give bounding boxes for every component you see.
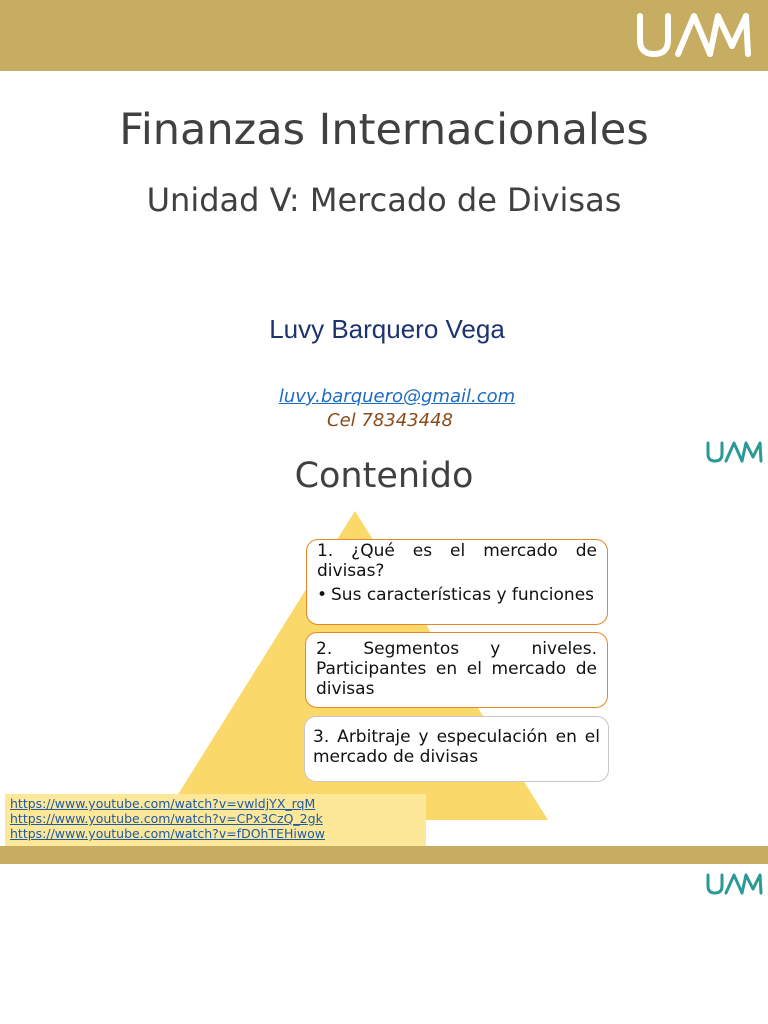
uam-logo [705, 872, 763, 896]
contents-item-1-text: 1. ¿Qué es el mercado de divisas? [317, 541, 597, 581]
presentation-title: Finanzas Internacionales [119, 105, 649, 155]
video-link-1[interactable]: https://www.youtube.com/watch?v=vwldjYX_rqM [10, 796, 316, 811]
contents-item-2-text: 2. Segmentos y niveles. Participantes en el mercado de divisas [316, 639, 597, 699]
title-slide [0, 0, 768, 432]
contents-title: Contenido [294, 456, 474, 496]
contents-item-1-bullet [317, 585, 597, 605]
bullet-icon: • [317, 585, 328, 605]
contents-item-1 [306, 539, 608, 625]
presentation-subtitle: Unidad V: Mercado de Divisas [146, 181, 622, 219]
footer-band [0, 846, 768, 864]
contents-item-2 [305, 632, 608, 708]
next-slide [0, 864, 768, 1024]
video-link-2[interactable]: https://www.youtube.com/watch?v=CPx3CzQ_2gk [10, 811, 323, 826]
contents-item-3-text: 3. Arbitraje y especulación en el mercado de divisas [313, 727, 600, 767]
contents-slide [0, 432, 768, 864]
uam-logo [636, 12, 752, 58]
author-name: Luvy Barquero Vega [269, 314, 505, 344]
contents-item-3 [304, 716, 609, 782]
video-link-3[interactable]: https://www.youtube.com/watch?v=fDOhTEHiwow [10, 826, 325, 841]
email-link[interactable]: luvy.barquero@gmail.com [278, 386, 516, 407]
video-links-box [5, 794, 426, 846]
contents-item-1-bullet-text: Sus características y funciones [331, 585, 595, 605]
phone-number: Cel 78343448 [327, 410, 453, 431]
